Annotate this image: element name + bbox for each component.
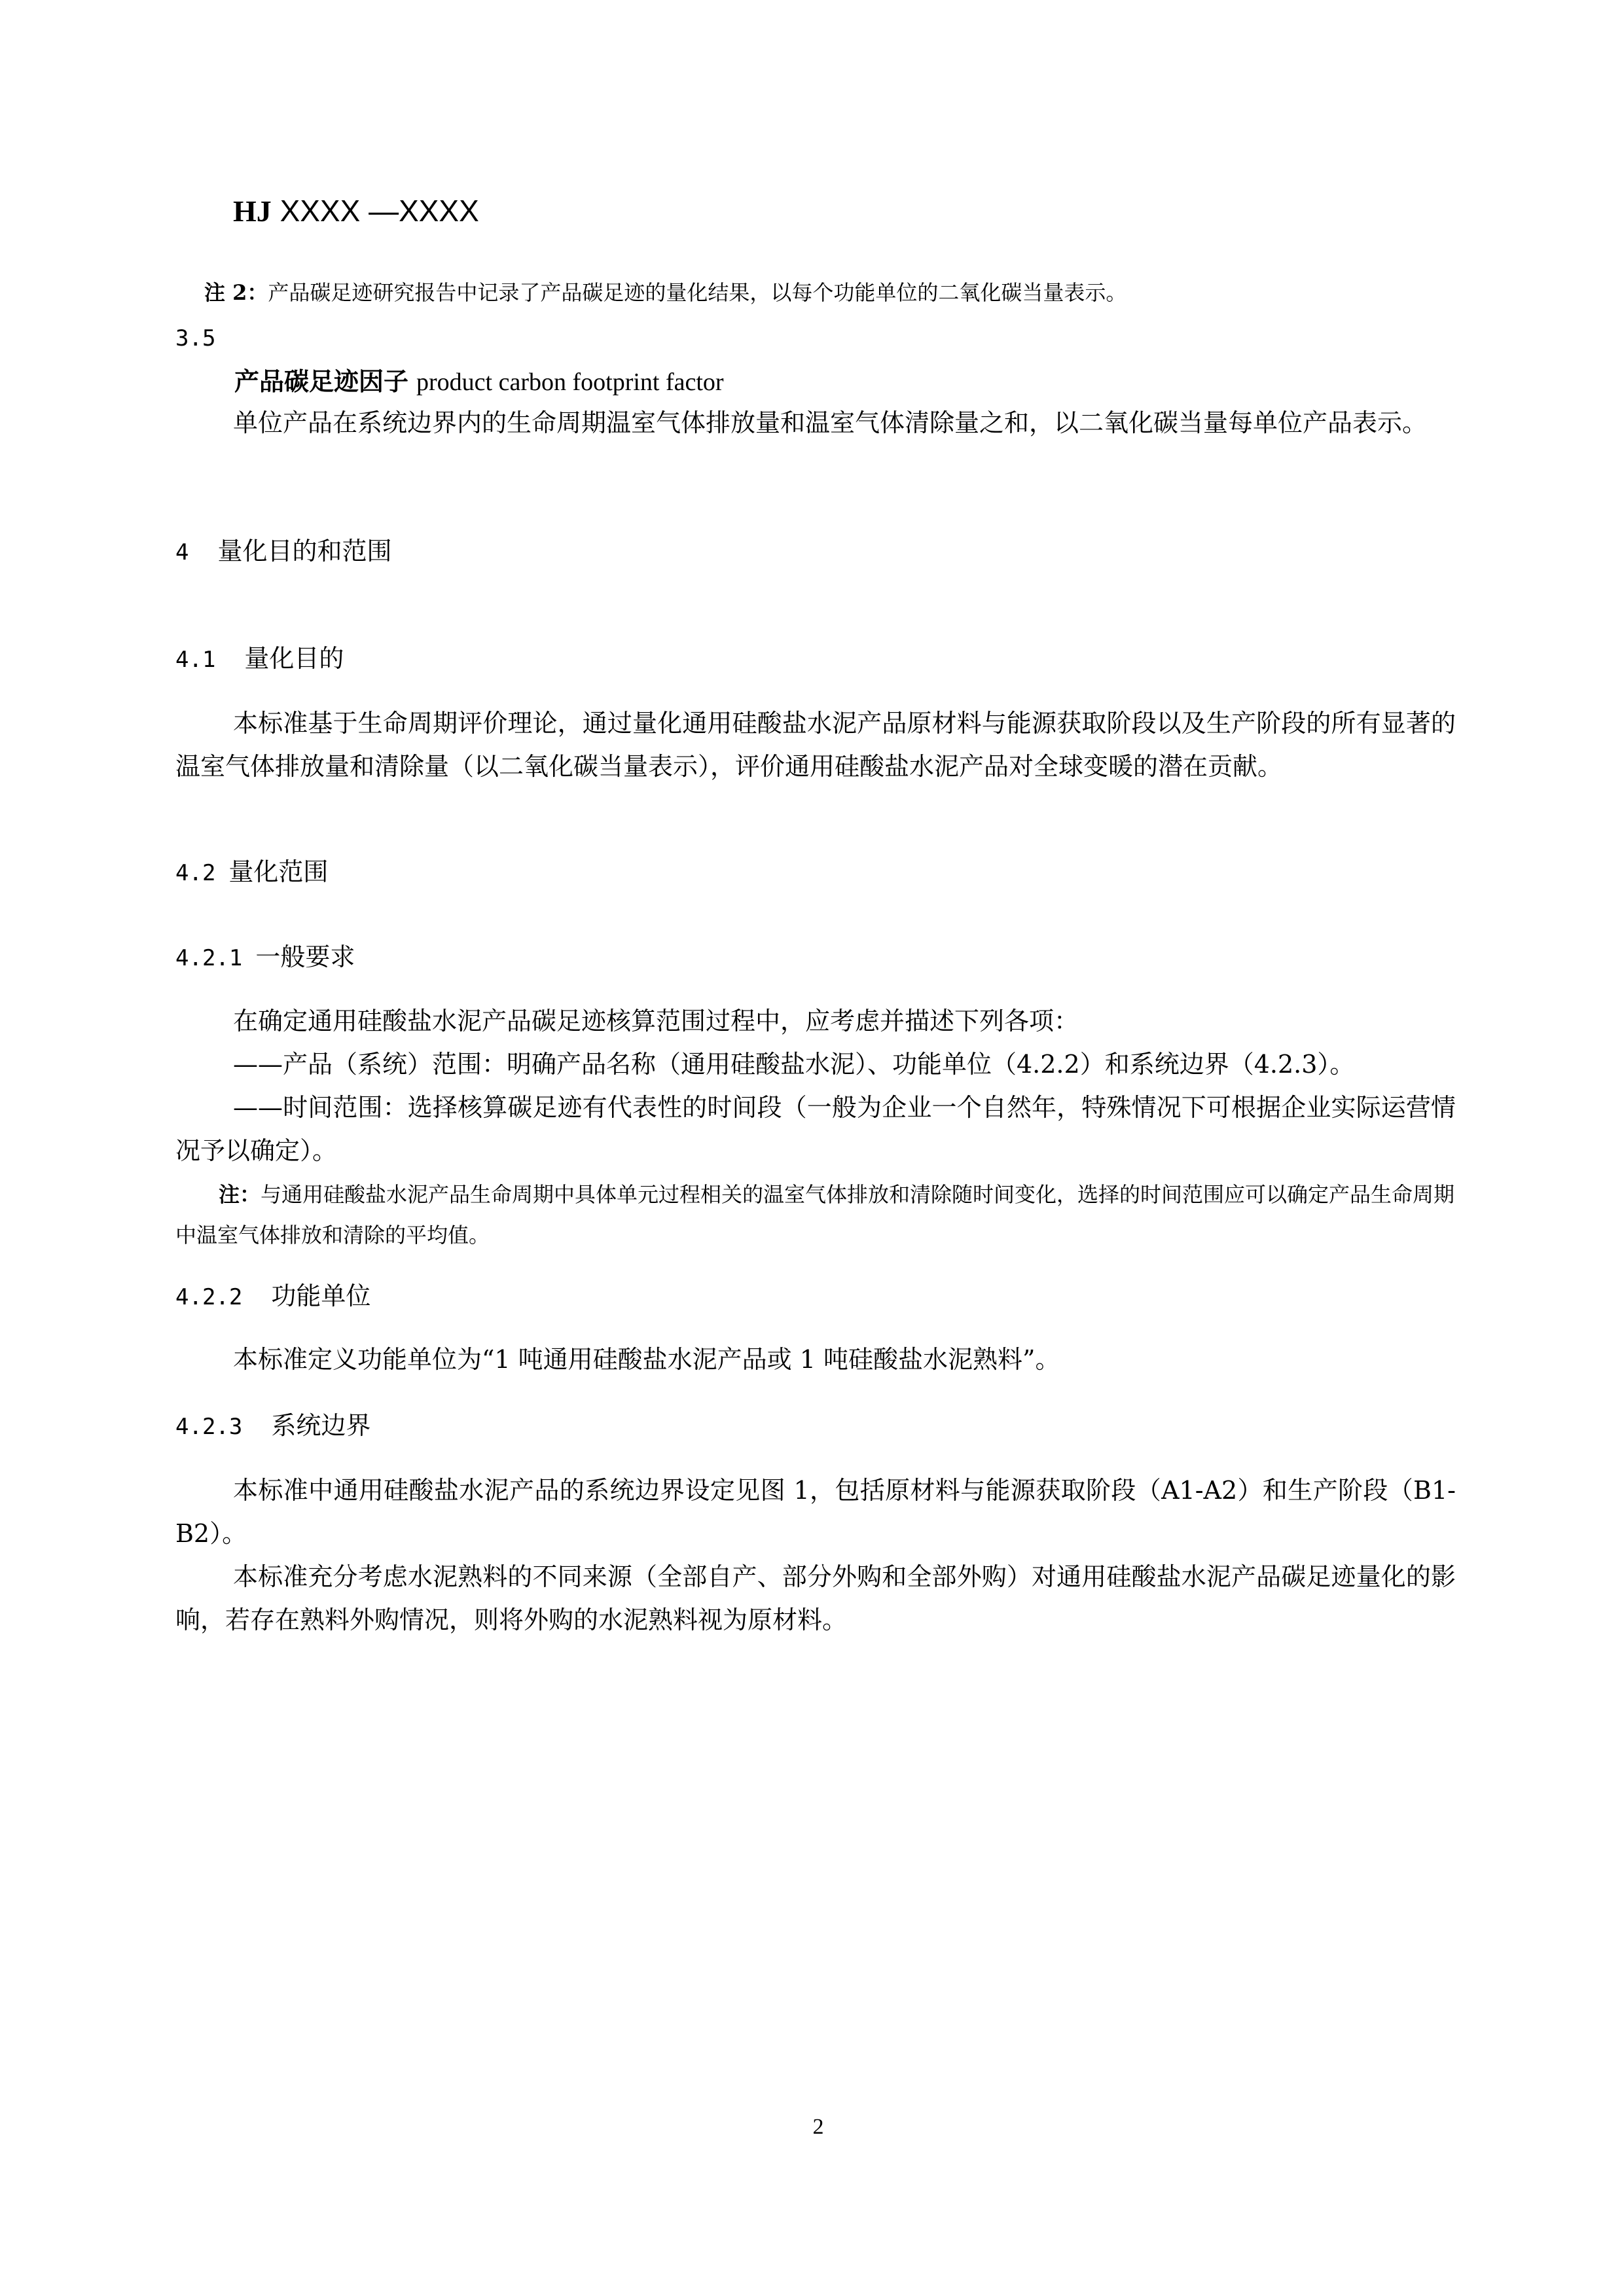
section-heading-4 bbox=[175, 531, 392, 572]
note-label: 注： bbox=[219, 1182, 261, 1207]
section-heading-4-2-1 bbox=[175, 937, 355, 978]
term-definition: 单位产品在系统边界内的生命周期温室气体排放量和温室气体清除量之和，以二氧化碳当量每单位产品表示。 bbox=[233, 408, 1428, 437]
standard-code: XXXX —XXXX bbox=[280, 194, 479, 228]
section-title: 系统边界 bbox=[271, 1411, 371, 1440]
section-number-3-5: 3.5 bbox=[175, 325, 216, 351]
section-heading-4-2-2 bbox=[175, 1276, 370, 1317]
term-entry bbox=[234, 363, 724, 401]
standard-prefix: HJ bbox=[233, 194, 272, 228]
section-title: 量化目的 bbox=[244, 644, 344, 673]
section-heading-4-2 bbox=[175, 852, 328, 893]
note-text: 产品碳足迹研究报告中记录了产品碳足迹的量化结果，以每个功能单位的二氧化碳当量表示。 bbox=[268, 280, 1127, 305]
section-title: 一般要求 bbox=[255, 942, 355, 971]
section-4-2-3-paragraph-1: 本标准中通用硅酸盐水泥产品的系统边界设定见图 1，包括原材料与能源获取阶段（A1-A2）和生产阶段（B1-B2）。 bbox=[175, 1476, 1456, 1548]
list-item-product-scope: ——产品（系统）范围：明确产品名称（通用硅酸盐水泥）、功能单位（4.2.2）和系统边界（4.2.3）。 bbox=[233, 1050, 1355, 1079]
section-title: 量化范围 bbox=[228, 857, 329, 886]
section-title: 功能单位 bbox=[271, 1282, 371, 1310]
section-number: 4.2.2 bbox=[175, 1284, 243, 1310]
note-text: 与通用硅酸盐水泥产品生命周期中具体单元过程相关的温室气体排放和清除随时间变化，选择的时间范围应可以确定产品生命周期中温室气体排放和清除的平均值。 bbox=[175, 1182, 1455, 1247]
section-title: 量化目的和范围 bbox=[217, 537, 392, 565]
section-heading-4-1 bbox=[175, 639, 344, 679]
note-label: 注 2： bbox=[204, 280, 268, 305]
note-time-scope bbox=[175, 1174, 1456, 1255]
section-number: 4.2 bbox=[175, 860, 216, 886]
term-english: product carbon footprint factor bbox=[416, 368, 724, 396]
section-4-2-3-paragraph-2: 本标准充分考虑水泥熟料的不同来源（全部自产、部分外购和全部外购）对通用硅酸盐水泥产品碳足迹量化的影响，若存在熟料外购情况，则将外购的水泥熟料视为原材料。 bbox=[175, 1562, 1456, 1634]
document-code-header bbox=[233, 191, 479, 231]
term-chinese: 产品碳足迹因子 bbox=[234, 367, 409, 396]
section-number: 4.2.1 bbox=[175, 945, 243, 971]
section-number: 4.2.3 bbox=[175, 1414, 243, 1440]
note-2 bbox=[204, 274, 1127, 312]
section-number: 4.1 bbox=[175, 647, 216, 673]
section-4-1-paragraph: 本标准基于生命周期评价理论，通过量化通用硅酸盐水泥产品原材料与能源获取阶段以及生产阶段的所有显著的温室气体排放量和清除量（以二氧化碳当量表示），评价通用硅酸盐水泥产品对全球变暖的潜在贡献。 bbox=[175, 709, 1456, 781]
section-4-2-2-paragraph: 本标准定义功能单位为“1 吨通用硅酸盐水泥产品或 1 吨硅酸盐水泥熟料”。 bbox=[233, 1345, 1060, 1374]
section-4-2-1-intro: 在确定通用硅酸盐水泥产品碳足迹核算范围过程中，应考虑并描述下列各项： bbox=[233, 1007, 1079, 1035]
page-number: 2 bbox=[812, 2115, 824, 2139]
section-heading-4-2-3 bbox=[175, 1406, 370, 1446]
section-number: 4 bbox=[175, 539, 189, 565]
list-item-time-scope: ——时间范围：选择核算碳足迹有代表性的时间段（一般为企业一个自然年，特殊情况下可根据企业实际运营情况予以确定）。 bbox=[175, 1093, 1456, 1165]
